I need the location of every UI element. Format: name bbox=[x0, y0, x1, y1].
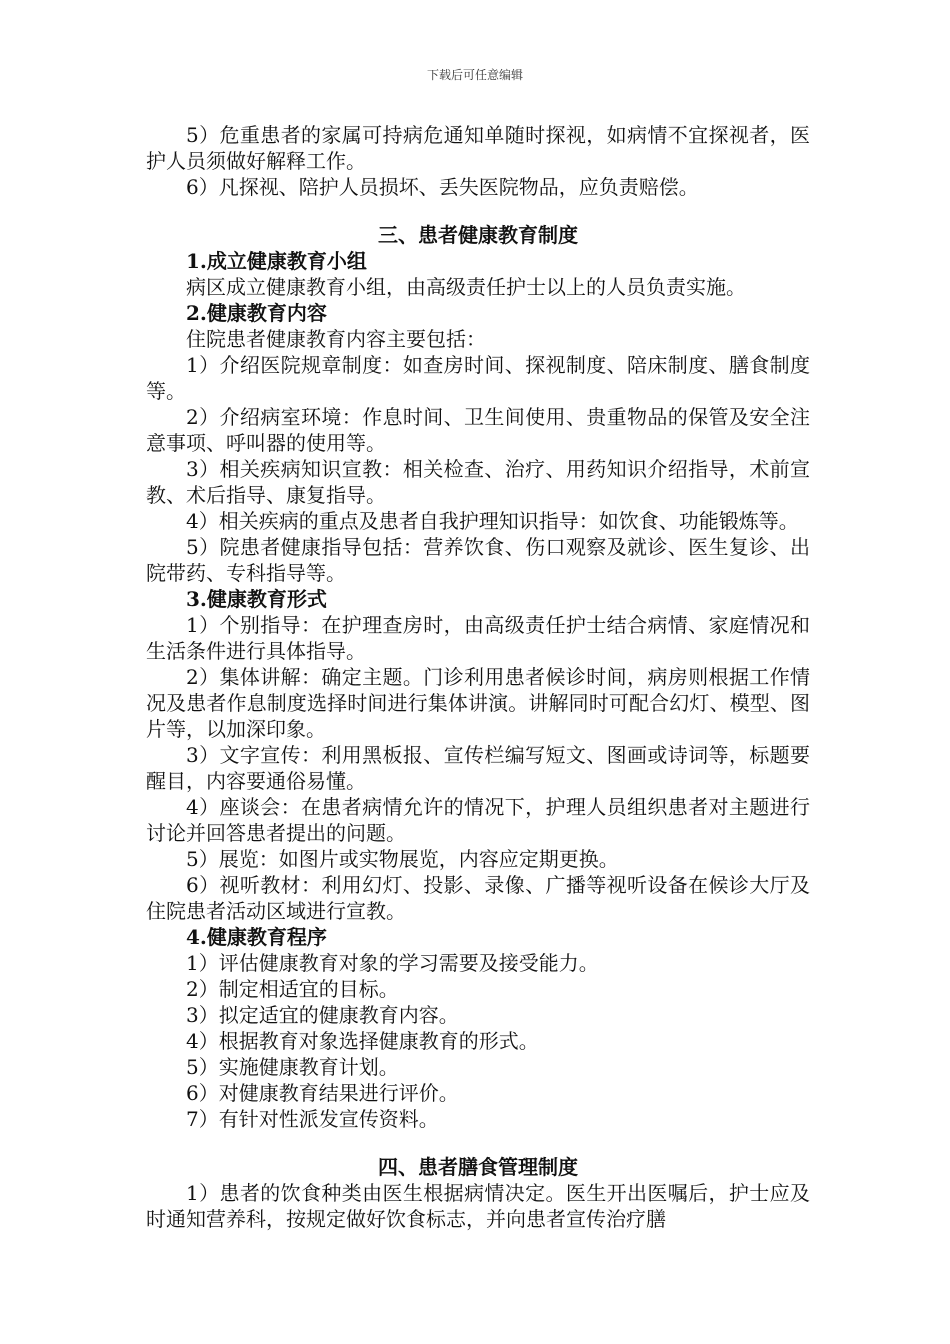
paragraph: 3）拟定适宜的健康教育内容。 bbox=[186, 1003, 459, 1027]
page-header: 下载后可任意编辑 bbox=[426, 68, 523, 82]
paragraph: 2）介绍病室环境：作息时间、卫生间使用、贵重物品的保管及安全注意事项、呼叫器的使用等。 bbox=[146, 405, 810, 455]
subsection-heading: 4.健康教育程序 bbox=[186, 925, 327, 949]
paragraph: 6）视听教材：利用幻灯、投影、录像、广播等视听设备在候诊大厅及住院患者活动区域进行宣教。 bbox=[146, 873, 810, 923]
subsection-heading: 3.健康教育形式 bbox=[186, 587, 327, 611]
paragraph: 5）实施健康教育计划。 bbox=[186, 1055, 399, 1079]
paragraph: 2）制定相适宜的目标。 bbox=[186, 977, 399, 1001]
paragraph: 7）有针对性派发宣传资料。 bbox=[186, 1107, 439, 1131]
paragraph: 5）危重患者的家属可持病危通知单随时探视，如病情不宜探视者，医护人员须做好解释工作。 bbox=[146, 123, 810, 173]
paragraph: 4）座谈会：在患者病情允许的情况下，护理人员组织患者对主题进行讨论并回答患者提出的问题。 bbox=[146, 795, 810, 845]
paragraph: 3）文字宣传：利用黑板报、宣传栏编写短文、图画或诗词等，标题要醒目，内容要通俗易懂。 bbox=[146, 743, 810, 793]
paragraph: 1）介绍医院规章制度：如查房时间、探视制度、陪床制度、膳食制度等。 bbox=[146, 353, 810, 403]
paragraph: 1）评估健康教育对象的学习需要及接受能力。 bbox=[186, 951, 599, 975]
subsection-heading: 2.健康教育内容 bbox=[186, 301, 327, 325]
paragraph: 病区成立健康教育小组，由高级责任护士以上的人员负责实施。 bbox=[186, 275, 746, 299]
paragraph: 6）凡探视、陪护人员损坏、丢失医院物品，应负责赔偿。 bbox=[186, 175, 699, 199]
subsection-heading: 1.成立健康教育小组 bbox=[186, 249, 367, 273]
paragraph: 1）个别指导：在护理查房时，由高级责任护士结合病情、家庭情况和生活条件进行具体指导。 bbox=[146, 613, 810, 663]
paragraph: 4）根据教育对象选择健康教育的形式。 bbox=[186, 1029, 539, 1053]
paragraph: 2）集体讲解：确定主题。门诊利用患者候诊时间，病房则根据工作情况及患者作息制度选择时间进行集体讲演。讲解同时可配合幻灯、模型、图片等，以加深印象。 bbox=[146, 665, 810, 741]
paragraph: 6）对健康教育结果进行评价。 bbox=[186, 1081, 459, 1105]
paragraph: 4）相关疾病的重点及患者自我护理知识指导：如饮食、功能锻炼等。 bbox=[186, 509, 799, 533]
document-body bbox=[146, 122, 810, 1232]
paragraph: 5）展览：如图片或实物展览，内容应定期更换。 bbox=[186, 847, 619, 871]
section-heading: 三、患者健康教育制度 bbox=[378, 223, 578, 247]
paragraph: 住院患者健康教育内容主要包括： bbox=[186, 327, 486, 351]
paragraph: 3）相关疾病知识宣教：相关检查、治疗、用药知识介绍指导，术前宣教、术后指导、康复指导。 bbox=[146, 457, 810, 507]
paragraph: 5）院患者健康指导包括：营养饮食、伤口观察及就诊、医生复诊、出院带药、专科指导等。 bbox=[146, 535, 810, 585]
paragraph: 1）患者的饮食种类由医生根据病情决定。医生开出医嘱后，护士应及时通知营养科，按规定做好饮食标志，并向患者宣传治疗膳 bbox=[146, 1181, 810, 1231]
section-heading: 四、患者膳食管理制度 bbox=[378, 1155, 578, 1179]
